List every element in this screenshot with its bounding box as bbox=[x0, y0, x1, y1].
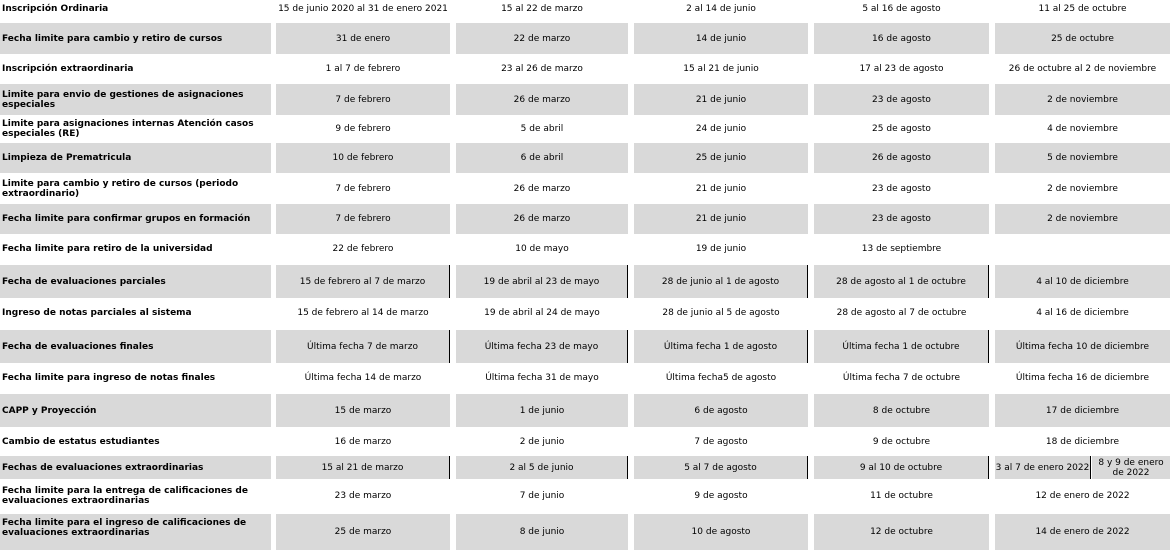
table-row bbox=[0, 177, 1170, 201]
table-row bbox=[0, 514, 1170, 550]
date-cell: 8 de junio bbox=[456, 514, 628, 550]
date-cell: Última fecha 7 de marzo bbox=[276, 330, 450, 363]
date-cell: 21 de junio bbox=[634, 204, 808, 234]
row-label: Ingreso de notas parciales al sistema bbox=[2, 308, 192, 318]
date-cell: 15 al 22 de marzo bbox=[501, 4, 583, 14]
date-cell: 7 de febrero bbox=[276, 84, 450, 115]
date-cell: 17 de diciembre bbox=[995, 394, 1170, 427]
date-cell: 16 de agosto bbox=[814, 23, 989, 54]
date-cell: 15 de febrero al 14 de marzo bbox=[297, 308, 429, 318]
date-cell: 15 de marzo bbox=[276, 394, 450, 427]
date-cell: 3 al 7 de enero 2022 bbox=[995, 456, 1091, 479]
date-cell: 6 de abril bbox=[456, 143, 628, 173]
row-label: Limite para envio de gestiones de asignaciones especiales bbox=[0, 84, 271, 115]
date-cell: 9 de agosto bbox=[694, 491, 748, 501]
table-row bbox=[0, 204, 1170, 234]
date-cell: 2 al 14 de junio bbox=[686, 4, 756, 14]
table-row bbox=[0, 84, 1170, 115]
row-label: Limpieza de Prematricula bbox=[0, 143, 271, 173]
date-cell: 5 al 16 de agosto bbox=[862, 4, 941, 14]
date-cell: 26 de marzo bbox=[456, 204, 628, 234]
date-cell: 22 de febrero bbox=[332, 244, 394, 254]
row-label: Fechas de evaluaciones extraordinarias bbox=[0, 456, 271, 479]
table-row bbox=[0, 237, 1170, 261]
date-cell: 9 de octubre bbox=[872, 437, 931, 447]
date-cell: 15 de junio 2020 al 31 de enero 2021 bbox=[278, 4, 448, 14]
date-cell: 12 de enero de 2022 bbox=[1035, 491, 1130, 501]
date-cell: 13 de septiembre bbox=[861, 244, 942, 254]
table-row bbox=[0, 23, 1170, 54]
date-cell: 7 de junio bbox=[519, 491, 565, 501]
date-cell: 7 de febrero bbox=[276, 204, 450, 234]
date-cell: 8 y 9 de enero de 2022 bbox=[1092, 456, 1170, 479]
date-cell: 8 de octubre bbox=[814, 394, 989, 427]
table-row bbox=[0, 366, 1170, 390]
date-cell: 1 de junio bbox=[456, 394, 628, 427]
table-row bbox=[0, 330, 1170, 363]
date-cell: 2 al 5 de junio bbox=[456, 456, 628, 479]
row-label: Fecha limite para la entrega de calificaciones de evaluaciones extraordinarias bbox=[2, 486, 248, 506]
date-cell: 10 de mayo bbox=[515, 244, 569, 254]
table-row bbox=[0, 301, 1170, 325]
date-cell: 2 de noviembre bbox=[995, 204, 1170, 234]
date-cell: 5 al 7 de agosto bbox=[634, 456, 808, 479]
table-row bbox=[0, 117, 1170, 141]
date-cell: 19 de junio bbox=[695, 244, 747, 254]
date-cell: Última fecha 23 de mayo bbox=[456, 330, 628, 363]
date-cell: 9 de febrero bbox=[335, 124, 391, 134]
date-cell: Última fecha 7 de octubre bbox=[842, 373, 961, 383]
date-cell: Última fecha 1 de octubre bbox=[814, 330, 989, 363]
date-cell: 7 de agosto bbox=[694, 437, 748, 447]
row-label: Fecha limite para cambio y retiro de cursos bbox=[0, 23, 271, 54]
date-cell: 15 de febrero al 7 de marzo bbox=[276, 265, 450, 298]
row-label: Fecha limite para el ingreso de calificaciones de evaluaciones extraordinarias bbox=[0, 514, 271, 550]
date-cell: 11 de octubre bbox=[870, 491, 933, 501]
date-cell: 23 de marzo bbox=[334, 491, 392, 501]
row-label: Fecha de evaluaciones finales bbox=[0, 330, 271, 363]
date-cell: 21 de junio bbox=[695, 184, 747, 194]
date-cell: 28 de agosto al 1 de octubre bbox=[814, 265, 989, 298]
date-cell: 25 de agosto bbox=[872, 124, 931, 134]
date-cell: 18 de diciembre bbox=[1045, 437, 1120, 447]
date-cell: Última fecha 31 de mayo bbox=[485, 373, 599, 383]
table-row bbox=[0, 57, 1170, 81]
date-cell: 1 al 7 de febrero bbox=[325, 64, 401, 74]
table-row bbox=[0, 0, 1170, 18]
date-cell: 14 de enero de 2022 bbox=[995, 514, 1170, 550]
date-cell: 4 al 16 de diciembre bbox=[1036, 308, 1129, 318]
row-label: Fecha de evaluaciones parciales bbox=[0, 265, 271, 298]
date-cell: 31 de enero bbox=[276, 23, 450, 54]
date-cell: 26 de marzo bbox=[456, 84, 628, 115]
table-row bbox=[0, 482, 1170, 510]
table-row bbox=[0, 143, 1170, 173]
table-row bbox=[0, 431, 1170, 453]
date-cell: 23 al 26 de marzo bbox=[501, 64, 583, 74]
date-cell: 2 de noviembre bbox=[995, 84, 1170, 115]
date-cell: 9 al 10 de octubre bbox=[814, 456, 989, 479]
date-cell: 22 de marzo bbox=[456, 23, 628, 54]
date-cell: 15 al 21 de marzo bbox=[276, 456, 450, 479]
date-cell: 26 de octubre al 2 de noviembre bbox=[1008, 64, 1157, 74]
date-cell: 12 de octubre bbox=[814, 514, 989, 550]
date-cell: 7 de febrero bbox=[335, 184, 391, 194]
date-cell: 10 de febrero bbox=[276, 143, 450, 173]
date-cell: 2 de noviembre bbox=[1047, 184, 1118, 194]
date-cell: 5 de noviembre bbox=[995, 143, 1170, 173]
date-cell: 4 al 10 de diciembre bbox=[995, 265, 1170, 298]
date-cell: Última fecha 16 de diciembre bbox=[1015, 373, 1150, 383]
row-label: Fecha limite para retiro de la universidad bbox=[2, 244, 213, 254]
date-cell bbox=[995, 237, 1170, 261]
date-cell: 23 de agosto bbox=[814, 84, 989, 115]
date-cell: 23 de agosto bbox=[872, 184, 931, 194]
date-cell: 19 de abril al 24 de mayo bbox=[484, 308, 600, 318]
date-cell: 5 de abril bbox=[520, 124, 564, 134]
row-label: CAPP y Proyección bbox=[0, 394, 271, 427]
date-cell: 21 de junio bbox=[634, 84, 808, 115]
date-cell: 26 de agosto bbox=[814, 143, 989, 173]
date-cell: Última fecha 14 de marzo bbox=[304, 373, 422, 383]
table-row bbox=[0, 456, 1170, 479]
date-cell: 16 de marzo bbox=[334, 437, 392, 447]
date-cell: Última fecha5 de agosto bbox=[665, 373, 777, 383]
date-cell: 11 al 25 de octubre bbox=[1038, 4, 1127, 14]
row-label: Fecha limite para confirmar grupos en formación bbox=[0, 204, 271, 234]
row-label: Inscripción extraordinaria bbox=[2, 64, 134, 74]
date-cell: 19 de abril al 23 de mayo bbox=[456, 265, 628, 298]
row-label: Fecha limite para ingreso de notas finales bbox=[2, 373, 216, 383]
date-cell: 28 de junio al 5 de agosto bbox=[662, 308, 780, 318]
date-cell: 28 de junio al 1 de agosto bbox=[634, 265, 808, 298]
date-cell: Última fecha 1 de agosto bbox=[634, 330, 808, 363]
date-cell: 25 de junio bbox=[634, 143, 808, 173]
date-cell: 17 al 23 de agosto bbox=[859, 64, 944, 74]
row-label: Limite para cambio y retiro de cursos (periodo extraordinario) bbox=[2, 179, 239, 199]
date-cell: 10 de agosto bbox=[634, 514, 808, 550]
date-cell: 14 de junio bbox=[634, 23, 808, 54]
date-cell: 24 de junio bbox=[695, 124, 747, 134]
date-cell: 2 de junio bbox=[519, 437, 565, 447]
row-label: Cambio de estatus estudiantes bbox=[2, 437, 160, 447]
date-cell: 25 de octubre bbox=[995, 23, 1170, 54]
date-cell: 28 de agosto al 7 de octubre bbox=[836, 308, 967, 318]
row-label: Limite para asignaciones internas Atención casos especiales (RE) bbox=[2, 119, 254, 139]
date-cell: 25 de marzo bbox=[276, 514, 450, 550]
date-cell: 26 de marzo bbox=[513, 184, 571, 194]
table-row bbox=[0, 265, 1170, 298]
row-label: Inscripción Ordinaria bbox=[2, 4, 109, 14]
table-row bbox=[0, 394, 1170, 427]
date-cell: 15 al 21 de junio bbox=[683, 64, 759, 74]
date-cell: 4 de noviembre bbox=[1047, 124, 1118, 134]
date-cell: 23 de agosto bbox=[814, 204, 989, 234]
date-cell: Última fecha 10 de diciembre bbox=[995, 330, 1170, 363]
date-cell: 6 de agosto bbox=[634, 394, 808, 427]
